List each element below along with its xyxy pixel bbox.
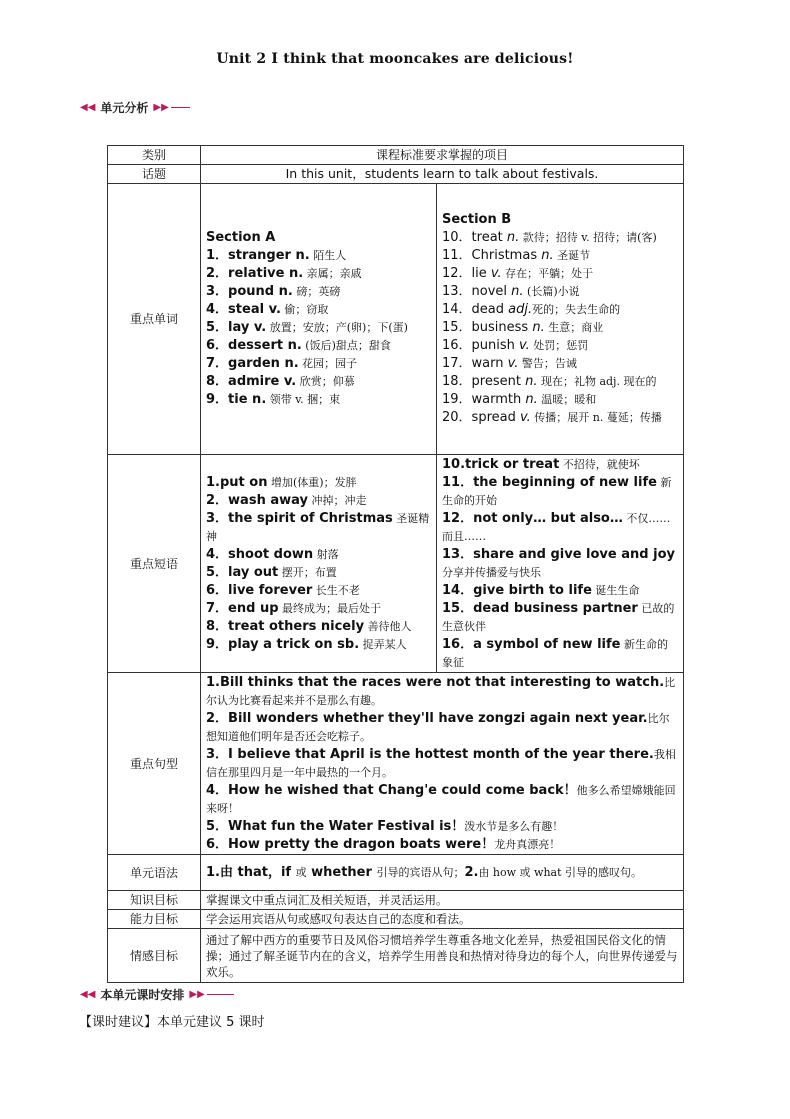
- left-chevron-icon: ◀◀: [80, 101, 96, 113]
- word-item: 19．warmth n. 温暖；暖和: [442, 392, 597, 407]
- sentence-item: 2．Bill wonders whether they'll have zongzi again next year.比尔想知道他们明年是否还会吃粽子。: [206, 710, 670, 743]
- emotion-row: [108, 929, 684, 983]
- phrase-item: 8．treat others nicely 善待他人: [206, 618, 412, 634]
- phrase-item: 10.trick or treat 不招待，就使坏: [442, 456, 640, 472]
- word-item: 10．treat n. 款待；招待 v. 招待；请(客): [442, 230, 657, 245]
- left-chevron-icon: ◀◀: [80, 988, 96, 1000]
- lesson-schedule-banner: [78, 984, 234, 1004]
- word-item: 18．present n. 现在；礼物 adj. 现在的: [442, 374, 657, 389]
- word-item: 14．dead adj.死的；失去生命的: [442, 302, 621, 317]
- word-item: 9．tie n. 领带 v. 捆；束: [206, 392, 341, 407]
- words-label: 重点单词: [108, 184, 201, 455]
- sentences-label: 重点句型: [108, 673, 201, 855]
- suggestion-prefix: 【课时建议】: [79, 1015, 158, 1030]
- sentence-item: 3．I believe that April is the hottest month of the year there.我相信在那里四月是一年中最热的一个月。: [206, 746, 676, 779]
- word-item: 15．business n. 生意；商业: [442, 320, 604, 335]
- sentence-item: 5．What fun the Water Festival is！泼水节是多么有趣！: [206, 818, 564, 834]
- word-item: 20．spread v. 传播；展开 n. 蔓延；传播: [442, 410, 662, 425]
- section-b-heading: Section B: [442, 212, 512, 227]
- table-header-row: [108, 146, 684, 165]
- banner-label: 本单元课时安排: [97, 986, 187, 1003]
- phrase-item: 4．shoot down 射落: [206, 546, 339, 562]
- sentence-item: 4．How he wished that Chang'e could come back！他多么希望嫦娥能回来呀！: [206, 782, 676, 815]
- phrase-item: 14．give birth to life 诞生生命: [442, 582, 640, 598]
- sentence-item: 6．How pretty the dragon boats were！龙舟真漂亮！: [206, 836, 561, 852]
- words-row: [108, 184, 684, 455]
- right-chevron-icon: ▶▶: [153, 101, 169, 113]
- word-item: 7．garden n. 花园；园子: [206, 356, 358, 371]
- ability-value: 学会运用宾语从句或感叹句表达自己的态度和看法。: [201, 910, 684, 929]
- sentences-list: [201, 673, 684, 855]
- unit-analysis-banner: [78, 97, 190, 117]
- ability-label: 能力目标: [108, 910, 201, 929]
- phrase-item: 7．end up 最终成为；最后处于: [206, 600, 382, 616]
- phrase-item: 11．the beginning of new life 新生命的开始: [442, 474, 672, 507]
- phrase-item: 12．not only… but also… 不仅……而且……: [442, 510, 671, 543]
- section-a-heading: Section A: [206, 230, 276, 245]
- word-item: 4．steal v. 偷；窃取: [206, 302, 329, 317]
- banner-label: 单元分析: [97, 99, 151, 116]
- topic-label: 话题: [108, 165, 201, 184]
- lesson-suggestion: [79, 1011, 265, 1030]
- phrases-left: [201, 455, 437, 673]
- topic-value: In this unit，students learn to talk about festivals.: [201, 165, 684, 184]
- word-item: 3．pound n. 磅；英磅: [206, 284, 341, 299]
- word-item: 12．lie v. 存在；平躺；处于: [442, 266, 594, 281]
- word-item: 5．lay v. 放置；安放；产(卵)；下(蛋): [206, 320, 408, 335]
- phrase-item: 13．share and give love and joy 分享并传播爱与快乐: [442, 546, 675, 579]
- word-item: 2．relative n. 亲属；亲戚: [206, 266, 362, 281]
- phrases-right: [437, 455, 684, 673]
- sentence-item: 1.Bill thinks that the races were not that interesting to watch.比尔认为比赛看起来并不是那么有趣。: [206, 674, 676, 707]
- word-item: 13．novel n. (长篇)小说: [442, 284, 580, 299]
- word-item: 17．warn v. 警告；告诫: [442, 356, 577, 371]
- grammar-value: 1.由 that，if 或 whether 引导的宾语从句；2.由 how 或 what 引导的感叹句。: [201, 855, 684, 891]
- header-category: 类别: [108, 146, 201, 165]
- knowledge-row: [108, 891, 684, 910]
- knowledge-value: 掌握课文中重点词汇及相关短语，并灵活运用。: [201, 891, 684, 910]
- phrases-row: [108, 455, 684, 673]
- unit-analysis-table: [107, 145, 684, 983]
- phrase-item: 1.put on 增加(体重)；发胖: [206, 474, 357, 490]
- phrase-item: 15．dead business partner 已故的生意伙伴: [442, 600, 675, 633]
- page-title: Unit 2 I think that mooncakes are delicious!: [216, 51, 574, 67]
- section-b-words: [437, 184, 684, 455]
- grammar-row: [108, 855, 684, 891]
- phrase-item: 16．a symbol of new life 新生命的象征: [442, 636, 668, 669]
- phrase-item: 9．play a trick on sb. 捉弄某人: [206, 636, 407, 652]
- header-items: 课程标准要求掌握的项目: [201, 146, 684, 165]
- word-item: 8．admire v. 欣赏；仰慕: [206, 374, 355, 389]
- suggestion-text: 本单元建议 5 课时: [157, 1015, 265, 1030]
- topic-row: [108, 165, 684, 184]
- word-item: 16．punish v. 处罚；惩罚: [442, 338, 589, 353]
- sentences-row: [108, 673, 684, 855]
- ability-row: [108, 910, 684, 929]
- phrase-item: 2．wash away 冲掉；冲走: [206, 492, 367, 508]
- emotion-value: 通过了解中西方的重要节日及风俗习惯培养学生尊重各地文化差异，热爱祖国民俗文化的情操；通过了解圣诞节内在的含义，培养学生用善良和热情对待身边的每个人，向世界传递爱与欢乐。: [201, 929, 684, 983]
- phrase-item: 6．live forever 长生不老: [206, 582, 360, 598]
- word-item: 1．stranger n. 陌生人: [206, 248, 347, 263]
- section-a-words: [201, 184, 437, 455]
- word-item: 11．Christmas n. 圣诞节: [442, 248, 591, 263]
- emotion-label: 情感目标: [108, 929, 201, 983]
- grammar-label: 单元语法: [108, 855, 201, 891]
- phrase-item: 5．lay out 摆开；布置: [206, 564, 337, 580]
- knowledge-label: 知识目标: [108, 891, 201, 910]
- phrase-item: 3．the spirit of Christmas 圣诞精神: [206, 510, 430, 543]
- word-item: 6．dessert n. (饭后)甜点；甜食: [206, 338, 391, 353]
- right-chevron-icon: ▶▶: [189, 988, 205, 1000]
- phrases-label: 重点短语: [108, 455, 201, 673]
